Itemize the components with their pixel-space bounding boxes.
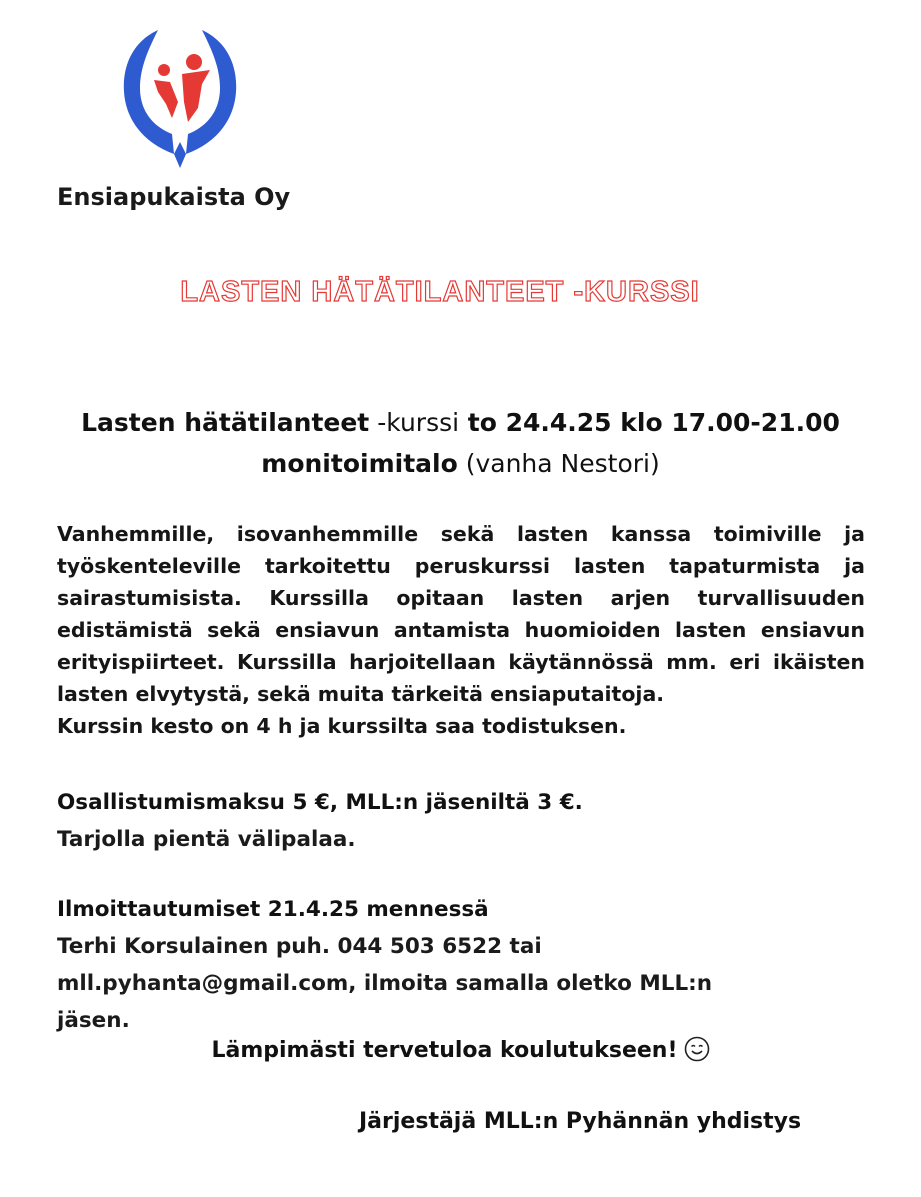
signup-deadline: Ilmoittautumiset 21.4.25 mennessä bbox=[57, 897, 489, 922]
event-line-2 bbox=[0, 443, 921, 484]
welcome-text: Lämpimästi tervetuloa koulutukseen! bbox=[211, 1038, 678, 1063]
logo-figure-left bbox=[154, 80, 178, 118]
organizer: Järjestäjä MLL:n Pyhännän yhdistys bbox=[359, 1109, 802, 1134]
logo-figure-head-left bbox=[158, 64, 170, 76]
course-duration: Kurssin kesto on 4 h ja kurssilta saa todistuksen. bbox=[57, 714, 627, 738]
event-course-name: Lasten hätätilanteet bbox=[81, 408, 370, 437]
company-logo bbox=[118, 22, 242, 168]
logo-figure-right bbox=[182, 70, 210, 122]
smile-emoji-icon bbox=[684, 1036, 710, 1062]
event-heading bbox=[0, 402, 921, 484]
company-name: Ensiapukaista Oy bbox=[57, 183, 291, 211]
event-course-suffix: -kurssi bbox=[369, 408, 460, 437]
description-paragraph: Vanhemmille, isovanhemmille sekä lasten kanssa toimiville ja työskenteleville tarkoitettu peruskurssi lasten tapaturmista ja sairastumisista. Kurssilla opitaan lasten arjen turvallisuuden edistämistä sekä ensiavun antamista huomioiden lasten ensiavun erityispiirteet. Kurssilla harjoitellaan käytännössä mm. eri ikäisten lasten elvytystä, sekä muita tärkeitä ensiaputaitoja. bbox=[57, 522, 865, 706]
event-datetime: to 24.4.25 klo 17.00-21.00 bbox=[459, 408, 840, 437]
signup-email-line: mll.pyhanta@gmail.com, ilmoita samalla oletko MLL:n bbox=[57, 971, 713, 996]
signup-section bbox=[57, 891, 867, 1039]
signup-member: jäsen. bbox=[57, 1008, 130, 1033]
event-venue: monitoimitalo bbox=[261, 449, 458, 478]
logo-center-swoosh bbox=[174, 142, 186, 168]
fee-section bbox=[57, 784, 867, 858]
page-title: LASTEN HÄTÄTILANTEET -KURSSI bbox=[180, 276, 700, 308]
event-venue-note: (vanha Nestori) bbox=[457, 449, 660, 478]
logo-figure-head-right bbox=[186, 54, 202, 70]
fee-price: Osallistumismaksu 5 €, MLL:n jäseniltä 3 €. bbox=[57, 790, 583, 815]
event-line-1 bbox=[0, 402, 921, 443]
signup-contact: Terhi Korsulainen puh. 044 503 6522 tai bbox=[57, 934, 542, 959]
fee-snack: Tarjolla pientä välipalaa. bbox=[57, 827, 356, 852]
course-description bbox=[57, 518, 865, 742]
welcome-line bbox=[0, 1036, 921, 1063]
